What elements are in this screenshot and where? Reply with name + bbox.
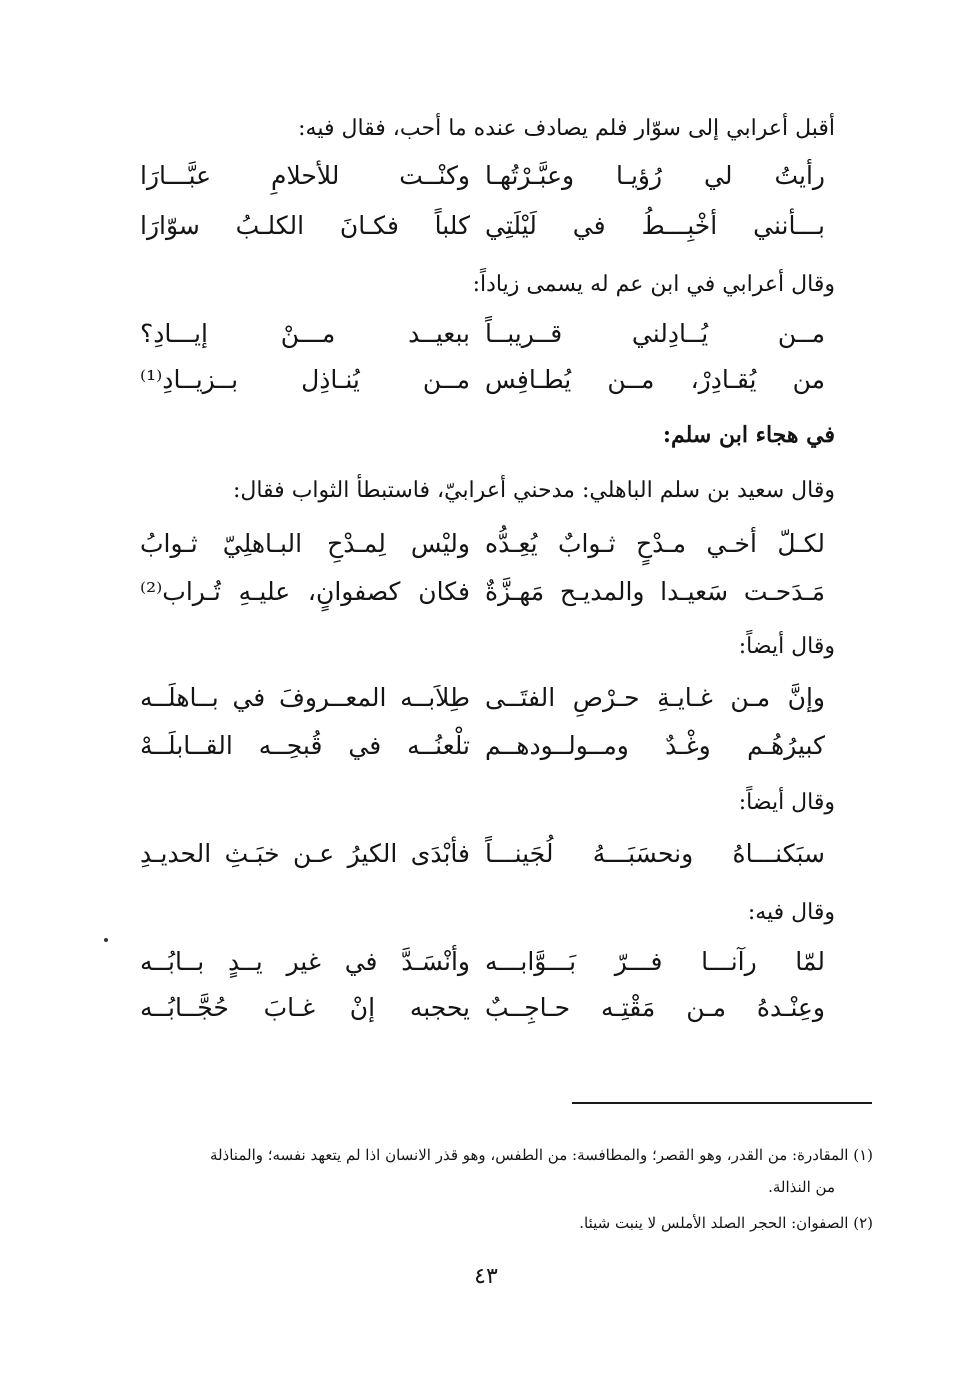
verse-5-1-first: سبَكنـــاهُ ونحسَبَـــهُ لُجَينـــاً (485, 839, 825, 868)
verse-5-1-second: فأبْدَى الكيرُ عـن خبَـثِ الحديـدِ (140, 839, 470, 868)
verse-3-1-first: لكـلّ أخـي مـدْحٍ ثـوابٌ يُعِـدُّه (485, 529, 825, 558)
intro-also-1: وقال أيضاً: (738, 634, 835, 659)
verse-4-1-second: طِلاَبــه المعــروفَ في بــاهلَــه (140, 683, 470, 712)
footnote-1-line-2: من النذالة. (768, 1178, 835, 1196)
intro-sawwar: أقبل أعرابي إلى سوّار فلم يصادف عنده ما أحب، فقال فيه: (298, 116, 835, 141)
verse-3-2-first: مَـدَحـت سَعيـدا والمديـح مَهـزَّةٌ (485, 577, 825, 606)
verse-6-2-second: يحجبه إنْ غـابَ حُجَّــابُــه (140, 993, 470, 1022)
intro-said-of-him: وقال فيه: (747, 900, 835, 925)
verse-4-2-second: تلْعنُــه في قُبحِــه القــابلَــهْ (140, 731, 470, 760)
verse-4-2-first: كبيرُهُـم وغْـدٌ ومــولــودهــم (485, 731, 825, 760)
verse-1-1-first: رأيتُ لي رُؤيـا وعبَّـرْتُهـا (485, 161, 825, 190)
verse-6-1-second: وأنْسَـدَّ في غير يــدٍ بــابُــه (140, 947, 470, 976)
intro-bahili: وقال سعيد بن سلم الباهلي: مدحني أعرابيّ، فاستبطأ الثواب فقال: (232, 478, 835, 503)
stray-mark (104, 938, 108, 942)
verse-2-1-first: مــن يُــادِلني قــريبــاً (485, 319, 825, 348)
footnote-divider (572, 1102, 872, 1104)
verse-4-1-first: وإنَّ مـن غـايـةِ حـرْصِ الفتَــى (485, 683, 825, 712)
page-number: ٤٣ (474, 1264, 498, 1289)
verse-1-1-second: وكنْــت للأحلامِ عبَّـــارَا (140, 161, 470, 190)
footnote-2: (٢) الصفوان: الحجر الصلد الأملس لا ينبت شيئا. (579, 1214, 873, 1232)
verse-1-2-first: بـــأنني أخْبِـــطُ في لَيْلَتِي (485, 211, 825, 240)
intro-ziyad: وقال أعرابي في ابن عم له يسمى زياداً: (472, 272, 835, 297)
verse-2-2-second: مــن يُنـاذِل بــزيــادِ⁽¹⁾ (140, 365, 470, 394)
section-heading: في هجاء ابن سلم: (662, 422, 835, 448)
verse-1-2-second: كلباً فكـانَ الكلـبُ سوّارَا (140, 211, 470, 240)
verse-3-1-second: وليْس لِمـدْحِ البـاهلِيّ ثـوابُ (140, 529, 470, 558)
verse-6-1-first: لمّا رآنـــا فـــرّ بَـــوَّابـــه (485, 947, 825, 976)
verse-2-1-second: ببعيــد مـــنْ إيـــادِ؟ (140, 319, 470, 348)
verse-2-2-first: من يُقـادِرْ، مــن يُطـافِس (485, 365, 825, 394)
verse-6-2-first: وعِنْـدهُ مـن مَقْتِـه حـاجِــبٌ (485, 993, 825, 1022)
intro-also-2: وقال أيضاً: (738, 790, 835, 815)
verse-3-2-second: فكان كصفوانٍ، عليـهِ تُـراب⁽²⁾ (140, 577, 470, 606)
footnote-1-line-1: (١) المقادرة: من القدر، وهو القصر؛ والمطافسة: من الطفس، وهو قذر الانسان اذا لم يتعهد نفسه؛ والمناذلة (209, 1146, 873, 1164)
